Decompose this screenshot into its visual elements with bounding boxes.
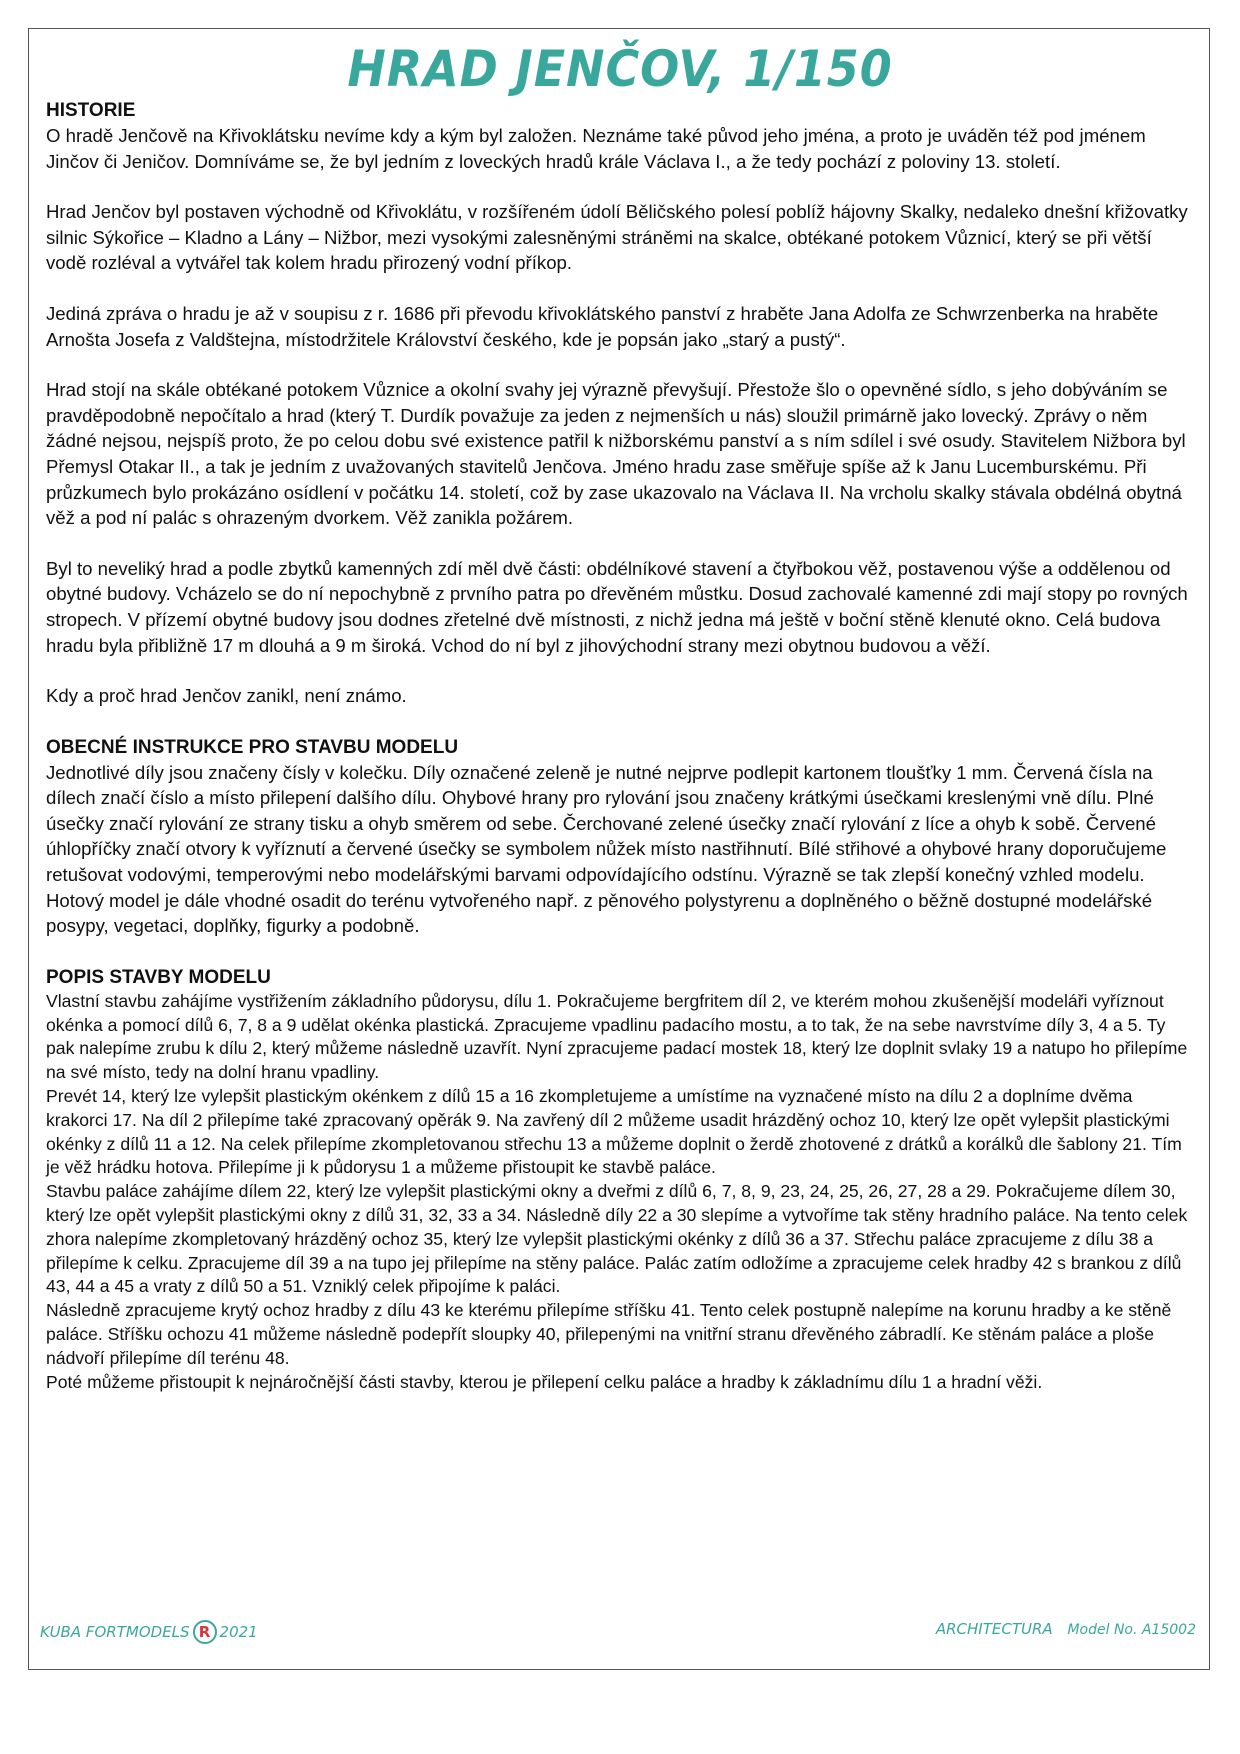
section-heading: POPIS STAVBY MODELU xyxy=(46,966,271,988)
paragraph: Byl to neveliký hrad a podle zbytků kamenných zdí měl dvě části: obdélníkové stavení a čtyřbokou věž, postavenou výše a oddělenou od obytné budovy. Vcházelo se do ní nepochybně z prvního patra po dřevěném můstku. Dosud zachovalé kamenné zdi mají stopy po rovných stropech. V přízemí obytné budovy jsou dodnes zřetelné dvě místnosti, z nichž jedna má ještě v boční stěně klenuté okno. Celá budova hradu byla přibližně 17 m dlouhá a 9 m široká. Vchod do ní byl z jihovýchodní strany mezi obytnou budovou a věží. xyxy=(46,557,1188,656)
paragraph: Stavbu paláce zahájíme dílem 22, který lze vylepšit plastickými okny a dveřmi z dílů 6, 7, 8, 9, 23, 24, 25, 26, 27, 28 a 29. Pokračujeme dílem 30, který lze opět vylepšit plastickými okny z dílů 31, 32, 33 a 34. Následně díly 22 a 30 slepíme a vytvoříme tak stěny hradního paláce. Na tento celek zhora nalepíme zkompletovaný hrázděný ochoz 35, který lze vylepšit plastickými okénky z dílů 36 a 37. Střechu paláce zpracujeme z dílu 38 a přilepíme k celku. Zpracujeme díl 39 a na tupo jej přilepíme na stěny paláce. Palác zatím odložíme a zpracujeme celek hradby 42 s brankou z dílů 43, 44 a 45 a vraty z dílů 50 a 51. Vzniklý celek připojíme k paláci. xyxy=(46,1181,1188,1297)
section-obecne-instrukce xyxy=(46,735,1196,939)
paragraph: Kdy a proč hrad Jenčov zanikl, není známo. xyxy=(46,685,407,707)
paragraph: Vlastní stavbu zahájíme vystřižením základního půdorysu, dílu 1. Pokračujeme bergfritem díl 2, ve kterém mohou zkušenější modeláři vyříznout okénka a pomocí dílů 6, 7, 8 a 9 udělat okénka plastická. Zpracujeme vpadlinu padacího mostu, a to tak, že na sebe navrstvíme díly 3, 4 a 5. Ty pak nalepíme zrubu k dílu 2, který můžeme následně uzavřít. Nyní zpracujeme padací mostek 18, který lze doplnit svlaky 19 a natupo ho přilepíme na své místo, tedy na dolní hranu vpadliny. xyxy=(46,990,1188,1083)
footer-brand xyxy=(40,1620,258,1644)
paragraph: O hradě Jenčově na Křivoklátsku nevíme kdy a kým byl založen. Neznáme také původ jeho jména, a proto je uváděn též pod jménem Jinčov či Jeničov. Domníváme se, že byl jedním z loveckých hradů krále Václava I., a že tedy pochází z poloviny 13. století. xyxy=(46,125,1146,172)
section-historie xyxy=(46,98,1196,709)
paragraph: Následně zpracujeme krytý ochoz hradby z dílu 43 ke kterému přilepíme stříšku 41. Tento celek postupně nalepíme na korunu hradby a ke stěně paláce. Stříšku ochozu 41 můžeme následně podepřít sloupky 40, přilepenými na vnitřní stranu dřevěného zábradlí. Ke stěnám paláce a ploše nádvoří přilepíme díl terénu 48. xyxy=(46,1300,1172,1368)
section-heading: OBECNÉ INSTRUKCE PRO STAVBU MODELU xyxy=(46,736,459,758)
section-popis-stavby xyxy=(46,965,1196,1395)
page-title: HRAD JENČOV, 1/150 xyxy=(347,40,893,98)
paragraph: Jediná zpráva o hradu je až v soupisu z r. 1686 při převodu křivoklátského panství z hraběte Jana Adolfa ze Schwrzenberka na hraběte Arnošta Josefa z Valdštejna, místodržitele Království českého, kde je popsán jako „starý a pustý“. xyxy=(46,302,1159,350)
paragraph: Prevét 14, který lze vylepšit plastickým okénkem z dílů 15 a 16 zkompletujeme a umístíme na vyznačené místo na dílu 2 a doplníme dvěma krakorci 17. Na díl 2 přilepíme také zpracovaný opěrák 9. Na zavřený díl 2 můžeme usadit hrázděný ochoz 10, který lze opět vylepšit plastickými okénky z dílů 11 a 12. Na celek přilepíme zkompletovanou střechu 13 a můžeme doplnit o žerdě zhotovené z drátků a korálků dle šablony 21. Tím je věž hrádku hotova. Přilepíme ji k půdorysu 1 a můžeme přistoupit ke stavbě paláce. xyxy=(46,1086,1182,1178)
registered-mark-icon: R xyxy=(193,1620,217,1644)
paragraph: Hrad stojí na skále obtékané potokem Vůznice a okolní svahy jej výrazně převyšují. Přestože šlo o opevněné sídlo, s jeho dobýváním se pravděpodobně nepočítalo a hrad (který T. Durdík považuje za jeden z nejmenších u nás) sloužil primárně jako lovecký. Zprávy o něm žádné nejsou, nejspíš proto, že po celou dobu své existence patřil k nižborskému panství a s ním sdílel i své osudy. Stavitelem Nižbora byl Přemysl Otakar II., a tak je jedním z uvažovaných stavitelů Jenčova. Jméno hradu zase směřuje spíše až k Janu Lucemburskému. Při průzkumech bylo prokázáno osídlení v počátku 14. století, což by zase ukazovalo na Václava II. Na vrcholu skalky stávala obdélná obytná věž a pod ní palác s ohrazeným dvorkem. Věž zanikla požárem. xyxy=(46,379,1186,529)
brand-name: KUBA FORTMODELS xyxy=(40,1623,190,1641)
section-heading: HISTORIE xyxy=(46,100,136,121)
series-name: ARCHITECTURA xyxy=(935,1620,1053,1638)
document-body xyxy=(46,98,1196,1394)
footer-year: 2021 xyxy=(219,1623,258,1641)
paragraph: Hrad Jenčov byl postaven východně od Křivoklátu, v rozšířeném údolí Běličského polesí poblíž hájovny Skalky, nedaleko dnešní křižovatky silnic Sýkořice – Kladno a Lány – Nižbor, mezi vysokými zalesněnými stráněmi na skalce, obtékané potokem Vůznicí, který se při větší vodě rozléval a vytvářel tak kolem hradu přirozený vodní příkop. xyxy=(46,201,1188,274)
model-number: Model No. A15002 xyxy=(1067,1622,1196,1638)
paragraph: Jednotlivé díly jsou značeny čísly v kolečku. Díly označené zeleně je nutné nejprve podlepit kartonem tloušťky 1 mm. Červená čísla na dílech značí číslo a místo přilepení dalšího dílu. Ohybové hrany pro rylování jsou značeny krátkými úsečkami kreslenými vně dílu. Plné úsečky značí rylování ze strany tisku a ohyb směrem od sebe. Čerchované zelené úsečky značí rylování z líce a ohyb k sobě. Červené úhlopříčky značí otvory k vyříznutí a červené úsečky se symbolem nůžek místo nastřihnutí. Bílé střihové a ohybové hrany doporučujeme retušovat vodovými, temperovými nebo modelářskými barvami odpovídajícího odstínu. Výrazně se tak zlepší konečný vzhled modelu. Hotový model je dále vhodné osadit do terénu vytvořeného např. z pěnového polystyrenu a doplněného o běžně dostupné modelářské posypy, vegetaci, doplňky, figurky a podobně. xyxy=(46,761,1167,937)
footer-model-info xyxy=(936,1620,1196,1638)
paragraph: Poté můžeme přistoupit k nejnáročnější části stavby, kterou je přilepení celku paláce a hradby k základnímu dílu 1 a hradní věži. xyxy=(46,1371,1043,1392)
